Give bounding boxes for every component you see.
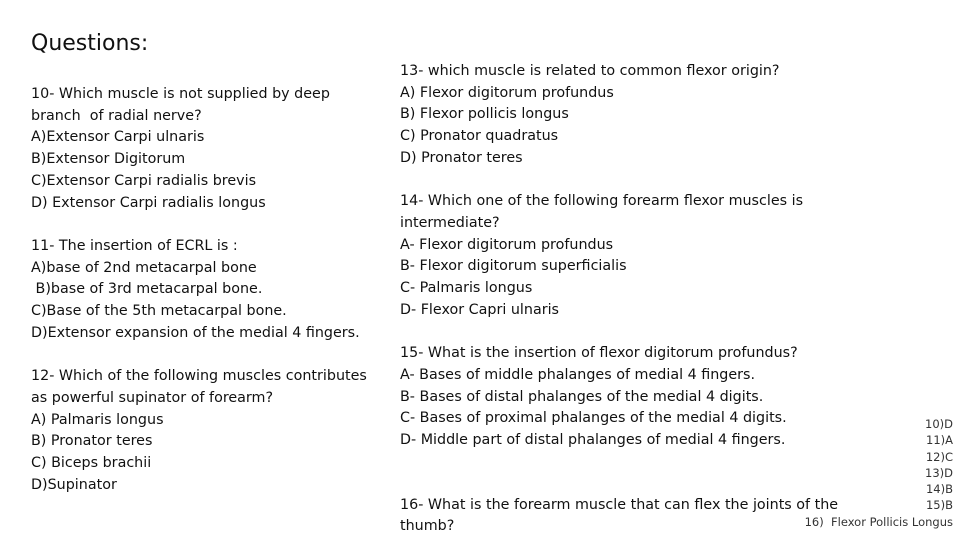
question-16-line: thumb? — [400, 518, 455, 535]
question-14-option-a: A- Flexor digitorum profundus — [400, 236, 614, 253]
question-14-line: 14- Which one of the following forearm flexor muscles is — [400, 193, 804, 210]
answer-key — [805, 416, 953, 530]
question-11 — [31, 236, 391, 345]
question-12-line: as powerful supinator of forearm? — [31, 389, 274, 406]
question-10-option-a: A)Extensor Carpi ulnaris — [31, 129, 205, 146]
question-15-option-c: C- Bases of proximal phalanges of the medial 4 digits. — [400, 410, 787, 427]
question-13-option-a: A) Flexor digitorum profundus — [400, 84, 614, 101]
question-13 — [400, 61, 860, 170]
question-14-option-d: D- Flexor Capri ulnaris — [400, 301, 560, 318]
question-10-option-c: C)Extensor Carpi radialis brevis — [31, 172, 257, 189]
question-13-line: 13- which muscle is related to common flexor origin? — [400, 63, 780, 79]
question-12-line: 12- Which of the following muscles contributes — [31, 368, 367, 385]
question-10-option-b: B)Extensor Digitorum — [31, 151, 186, 168]
answer-item: 13)D — [925, 465, 953, 480]
answer-item: 10)D — [925, 417, 953, 431]
question-12-option-b: B) Pronator teres — [31, 433, 153, 450]
question-16 — [400, 495, 860, 538]
question-14-option-c: C- Palmaris longus — [400, 280, 533, 297]
question-11-option-a: A)base of 2nd metacarpal bone — [31, 259, 257, 276]
question-14-line: intermediate? — [400, 214, 500, 231]
answer-item: 16) Flexor Pollicis Longus — [804, 514, 953, 529]
answer-item: 12)C — [925, 449, 953, 464]
question-10-line: 10- Which muscle is not supplied by deep — [31, 86, 330, 102]
question-13-option-b: B) Flexor pollicis longus — [400, 106, 569, 123]
left-column — [31, 84, 391, 496]
question-12-option-c: C) Biceps brachii — [31, 454, 152, 471]
question-11-line: 11- The insertion of ECRL is : — [31, 237, 238, 254]
right-column — [400, 61, 860, 538]
question-14 — [400, 191, 860, 321]
question-13-option-d: D) Pronator teres — [400, 149, 523, 166]
question-15-line: 15- What is the insertion of flexor digitorum profundus? — [400, 345, 798, 362]
question-13-option-c: C) Pronator quadratus — [400, 128, 559, 145]
question-16-line: 16- What is the forearm muscle that can flex the joints of the — [400, 496, 839, 513]
question-15-option-d: D- Middle part of distal phalanges of medial 4 fingers. — [400, 431, 786, 448]
question-15-option-a: A- Bases of middle phalanges of medial 4 fingers. — [400, 366, 756, 383]
answer-item: 11)A — [926, 433, 953, 448]
question-14-option-b: B- Flexor digitorum superficialis — [400, 258, 627, 275]
question-11-option-b: B)base of 3rd metacarpal bone. — [31, 281, 263, 298]
page-title: Questions: — [31, 31, 149, 56]
question-11-option-d: D)Extensor expansion of the medial 4 fingers. — [31, 324, 360, 341]
question-10 — [31, 84, 391, 214]
answer-item: 15)B — [925, 498, 953, 513]
question-12-option-d: D)Supinator — [31, 476, 117, 493]
question-10-line: branch of radial nerve? — [31, 107, 202, 124]
question-11-option-c: C)Base of the 5th metacarpal bone. — [31, 303, 287, 320]
question-12-option-a: A) Palmaris longus — [31, 411, 164, 428]
question-12 — [31, 366, 391, 496]
question-15-option-b: B- Bases of distal phalanges of the medial 4 digits. — [400, 388, 764, 405]
answer-item: 14)B — [925, 482, 953, 497]
question-10-option-d: D) Extensor Carpi radialis longus — [31, 194, 266, 211]
question-15 — [400, 343, 860, 452]
